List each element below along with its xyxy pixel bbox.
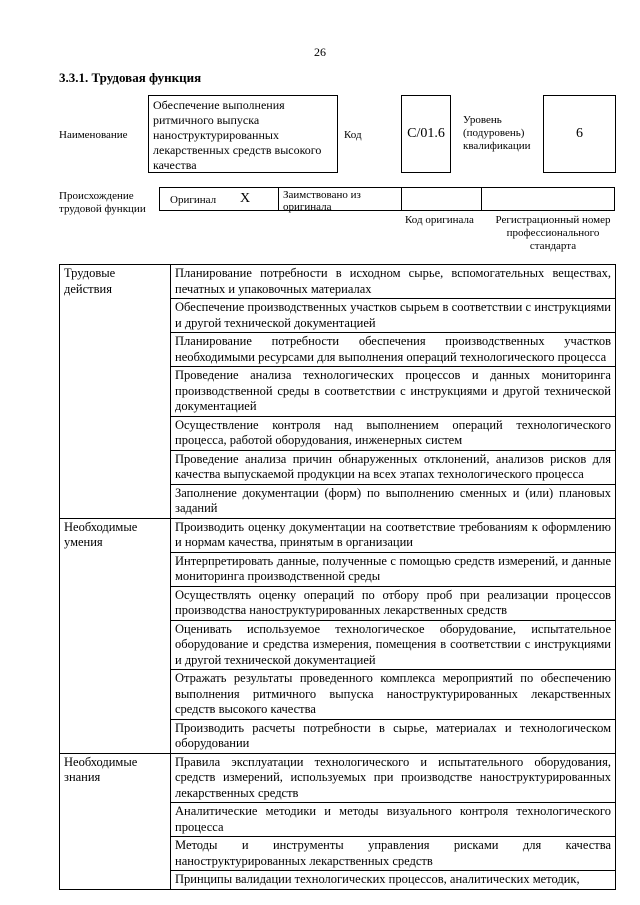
item-cell: Проведение анализа технологических процессов и данных мониторинга производственной среды в соответствии с инструкциями и другой технической документацией	[171, 367, 616, 417]
page-number: 26	[314, 45, 326, 59]
table-row	[60, 265, 616, 299]
item-cell: Обеспечение производственных участков сырьем в соответствии с инструкциями и другой технической документацией	[171, 299, 616, 333]
item-cell: Производить расчеты потребности в сырье, материалах и технологическом оборудовании	[171, 719, 616, 753]
category-cell: Необходимые умения	[60, 518, 171, 753]
origin-row	[159, 187, 615, 211]
item-cell: Планирование потребности в исходном сырье, вспомогательных веществах, печатных и упаковочных материалах	[171, 265, 616, 299]
item-cell: Интерпретировать данные, полученные с помощью средств измерений, и данные мониторинга производственной среды	[171, 552, 616, 586]
item-cell: Аналитические методики и методы визуального контроля технологического процесса	[171, 803, 616, 837]
category-cell: Трудовые действия	[60, 265, 171, 519]
item-cell: Правила эксплуатации технологического и испытательного оборудования, средств измерений, используемых при производстве наноструктурированных лекарственных средств	[171, 753, 616, 803]
item-cell: Отражать результаты проведенного комплекса мероприятий по обеспечению выполнения ритмичного выпуска наноструктурированных лекарственных средств высокого качества	[171, 670, 616, 720]
reg-number-cell	[482, 188, 614, 210]
reg-number-label: Регистрационный номер профессионального стандарта	[495, 214, 611, 252]
name-label: Наименование	[59, 129, 128, 141]
item-cell: Планирование потребности обеспечения производственных участков необходимыми ресурсами для выполнения операций технологического процесса	[171, 333, 616, 367]
item-cell: Методы и инструменты управления рисками для качества наноструктурированных лекарственных средств	[171, 837, 616, 871]
item-cell: Производить оценку документации на соответствие требованиям к оформлению и нормам качества, принятым в организации	[171, 518, 616, 552]
borrowed-cell	[279, 188, 402, 213]
item-cell: Оценивать используемое технологическое оборудование, испытательное оборудование и средства измерения, помещения в соответствии с инструкциями и другой технической документацией	[171, 620, 616, 670]
table-row	[60, 753, 616, 803]
code-original-cell	[402, 188, 482, 210]
table-row	[60, 518, 616, 552]
labor-function-table	[59, 264, 616, 890]
origin-label: Происхождение трудовой функции	[59, 190, 146, 215]
name-value-box: Обеспечение выполнения ритмичного выпуска наноструктурированных лекарственных средств высокого качества	[148, 95, 338, 173]
original-cell	[160, 188, 279, 210]
level-value-box: 6	[543, 95, 616, 173]
item-cell: Проведение анализа причин обнаруженных отклонений, анализов рисков для качества выпускаемой продукции на всех этапах технологического процесса	[171, 450, 616, 484]
item-cell: Заполнение документации (форм) по выполнению сменных и (или) плановых заданий	[171, 484, 616, 518]
level-label: Уровень (подуровень) квалификации	[463, 114, 531, 152]
code-original-label: Код оригинала	[405, 214, 474, 226]
code-label: Код	[344, 129, 362, 141]
code-value-box: C/01.6	[401, 95, 451, 173]
item-cell: Принципы валидации технологических процессов, аналитических методик,	[171, 871, 616, 890]
original-label: Оригинал	[170, 194, 217, 206]
borrowed-label: Заимствовано из оригинала	[283, 189, 361, 213]
category-cell: Необходимые знания	[60, 753, 171, 889]
section-title: 3.3.1. Трудовая функция	[59, 70, 202, 85]
item-cell: Осуществление контроля над выполнением операций технологического процесса, работой оборудования, инженерных систем	[171, 416, 616, 450]
original-mark: X	[240, 191, 251, 206]
item-cell: Осуществлять оценку операций по отбору проб при реализации процессов производства наноструктурированных лекарственных средств	[171, 586, 616, 620]
